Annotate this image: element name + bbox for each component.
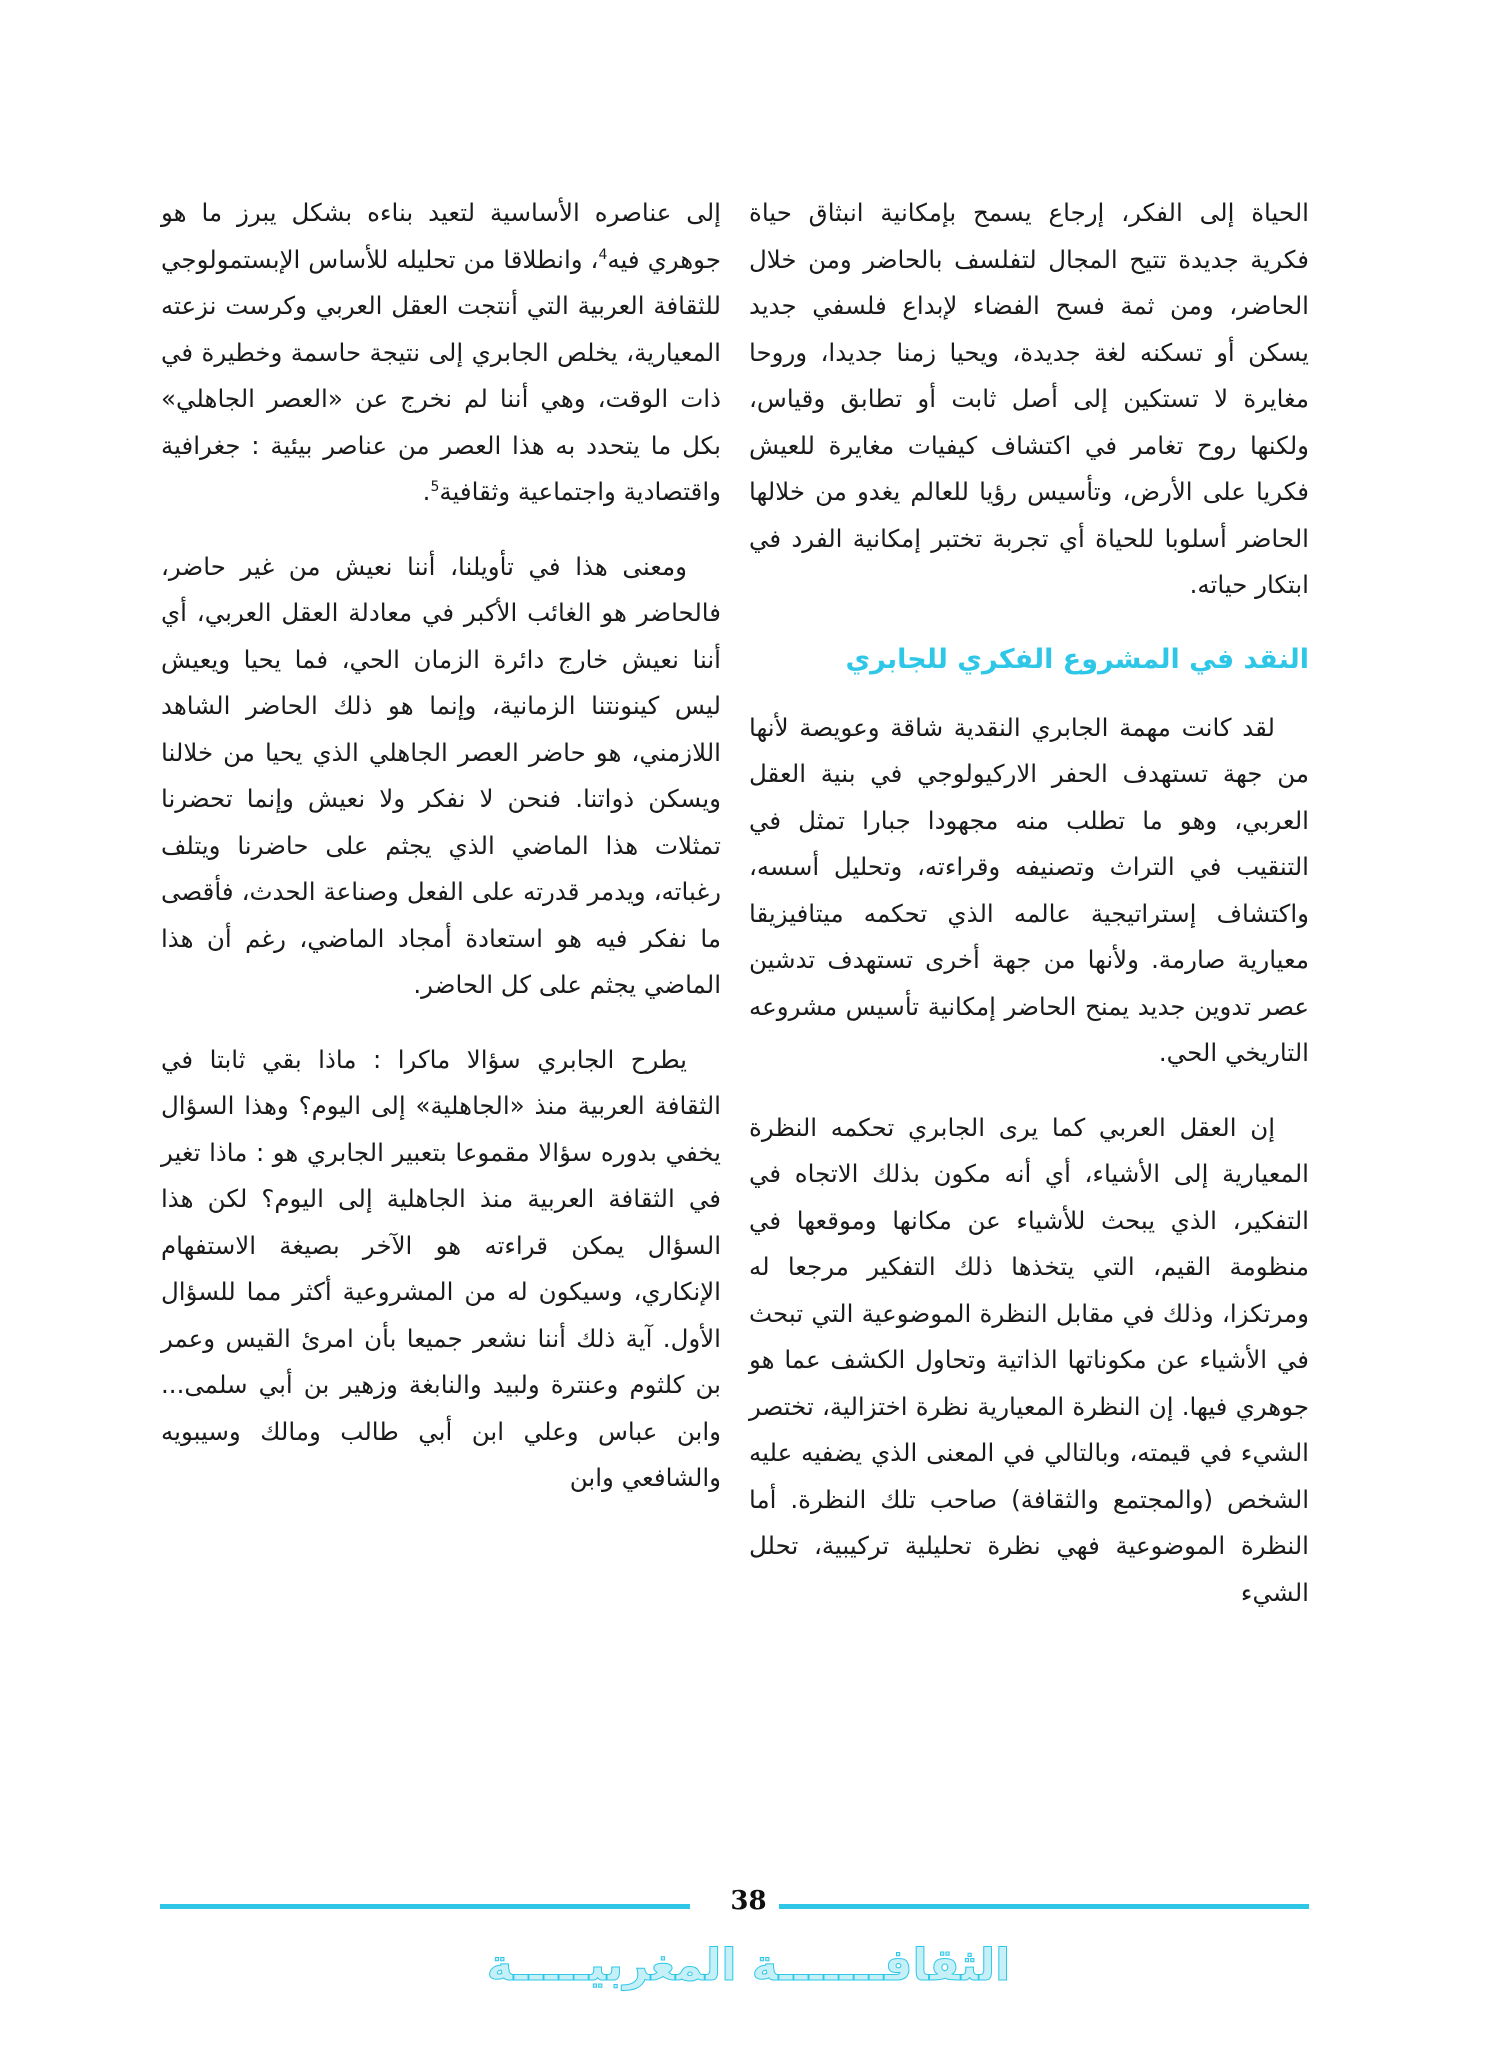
page-number: 38 — [730, 1886, 767, 1916]
left-paragraph-1-part-a: إلى عناصره الأساسية لتعيد بناءه بشكل يبرز ما هو جوهري فيه — [161, 198, 721, 274]
section-heading: النقد في المشروع الفكري للجابري — [845, 643, 1309, 675]
left-paragraph-3: يطرح الجابري سؤالا ماكرا : ماذا بقي ثابتا في الثقافة العربية منذ «الجاهلية» إلى اليوم؟ وهذا السؤال يخفي بدوره سؤالا مقموعا بتعبير الجابري هو : ماذا تغير في الثقافة العربية منذ الجاهلية إلى اليوم؟ لكن هذا السؤال يمكن قراءته هو الآخر بصيغة الاستفهام الإنكاري، وسيكون له من المشروعية أكثر مما للسؤال الأول. آية ذلك أننا نشعر جميعا بأن امرئ القيس وعمر بن كلثوم وعنترة ولبيد والنابغة وزهير بن أبي سلمى... وابن عباس وعلي ابن أبي طالب ومالك وسيبويه والشافعي وابن — [161, 1044, 721, 1492]
left-column — [161, 190, 721, 1530]
right-paragraph-2: لقد كانت مهمة الجابري النقدية شاقة وعويصة لأنها من جهة تستهدف الحفر الاركيولوجي في بنية العقل العربي، وهو ما تطلب منه مجهودا جبارا تمثل في التنقيب في التراث وتصنيفه وقراءته، وتحليل أسسه، واكتشاف إستراتيجية عالمه الذي تحكمه ميتافيزيقا معيارية صارمة. ولأنها من جهة أخرى تستهدف تدشين عصر تدوين جديد يمنح الحاضر إمكانية تأسيس مشروعه التاريخي الحي. — [749, 712, 1309, 1067]
left-paragraph-2: ومعنى هذا في تأويلنا، أننا نعيش من غير حاضر، فالحاضر هو الغائب الأكبر في معادلة العقل العربي، أي أننا نعيش خارج دائرة الزمان الحي، فما يحيا ويعيش ليس كينونتنا الزمانية، وإنما هو ذلك الحاضر الشاهد اللازمني، هو حاضر العصر الجاهلي الذي يحيا من خلالنا ويسكن ذواتنا. فنحن لا نفكر ولا نعيش وإنما تحضرنا تمثلات هذا الماضي الذي يجثم على حاضرنا ويتلف رغباته، ويدمر قدرته على الفعل وصناعة الحدث، فأقصى ما نفكر فيه هو استعادة أمجاد الماضي، رغم أن هذا الماضي يجثم على كل الحاضر. — [161, 551, 721, 999]
right-paragraph-1: الحياة إلى الفكر، إرجاع يسمح بإمكانية انبثاق حياة فكرية جديدة تتيح المجال لتفلسف بالحاضر ومن خلال الحاضر، ومن ثمة فسح الفضاء لإبداع فلسفي جديد يسكن أو تسكنه لغة جديدة، ويحيا زمنا جديدا، وروحا مغايرة لا تستكين إلى أصل ثابت أو تطابق وقياس، ولكنها روح تغامر في اكتشاف كيفيات مغايرة للعيش فكريا على الأرض، وتأسيس رؤيا للعالم يغدو من خلالها الحاضر أسلوبا للحياة أي تجربة تختبر إمكانية الفرد في ابتكار حياته. — [749, 198, 1309, 599]
right-paragraph-3: إن العقل العربي كما يرى الجابري تحكمه النظرة المعيارية إلى الأشياء، أي أنه مكون بذلك الاتجاه في التفكير، الذي يبحث للأشياء عن مكانها وموقعها في منظومة القيم، التي يتخذها ذلك التفكير مرجعا له ومرتكزا، وذلك في مقابل النظرة الموضوعية التي تبحث في الأشياء عن مكوناتها الذاتية وتحاول الكشف عما هو جوهري فيها. إن النظرة المعيارية نظرة اختزالية، تختصر الشيء في قيمته، وبالتالي في المعنى الذي يضفيه عليه الشخص (والمجتمع والثقافة) صاحب تلك النظرة. أما النظرة الموضوعية فهي نظرة تحليلية تركيبية، تحلل الشيء — [749, 1112, 1309, 1607]
left-paragraph-1 — [161, 190, 721, 516]
footnote-ref-5[interactable]: 5 — [430, 478, 440, 495]
right-column — [749, 190, 1309, 1644]
left-paragraph-1-part-b: ، وانطلاقا من تحليله للأساس الإبستمولوجي للثقافة العربية التي أنتجت العقل العربي وكرست نزعته المعيارية، يخلص الجابري إلى نتيجة حاسمة وخطيرة في ذات الوقت، وهي أننا لم نخرج عن «العصر الجاهلي» بكل ما يتحدد به هذا العصر من عناصر بيئية : جغرافية واقتصادية واجتماعية وثقافية — [161, 244, 721, 506]
left-paragraph-1-part-c: . — [422, 477, 431, 506]
footnote-ref-4[interactable]: 4 — [598, 246, 608, 263]
magazine-title: الثقافـــــــة المغربيـــــة — [486, 1940, 1011, 1991]
